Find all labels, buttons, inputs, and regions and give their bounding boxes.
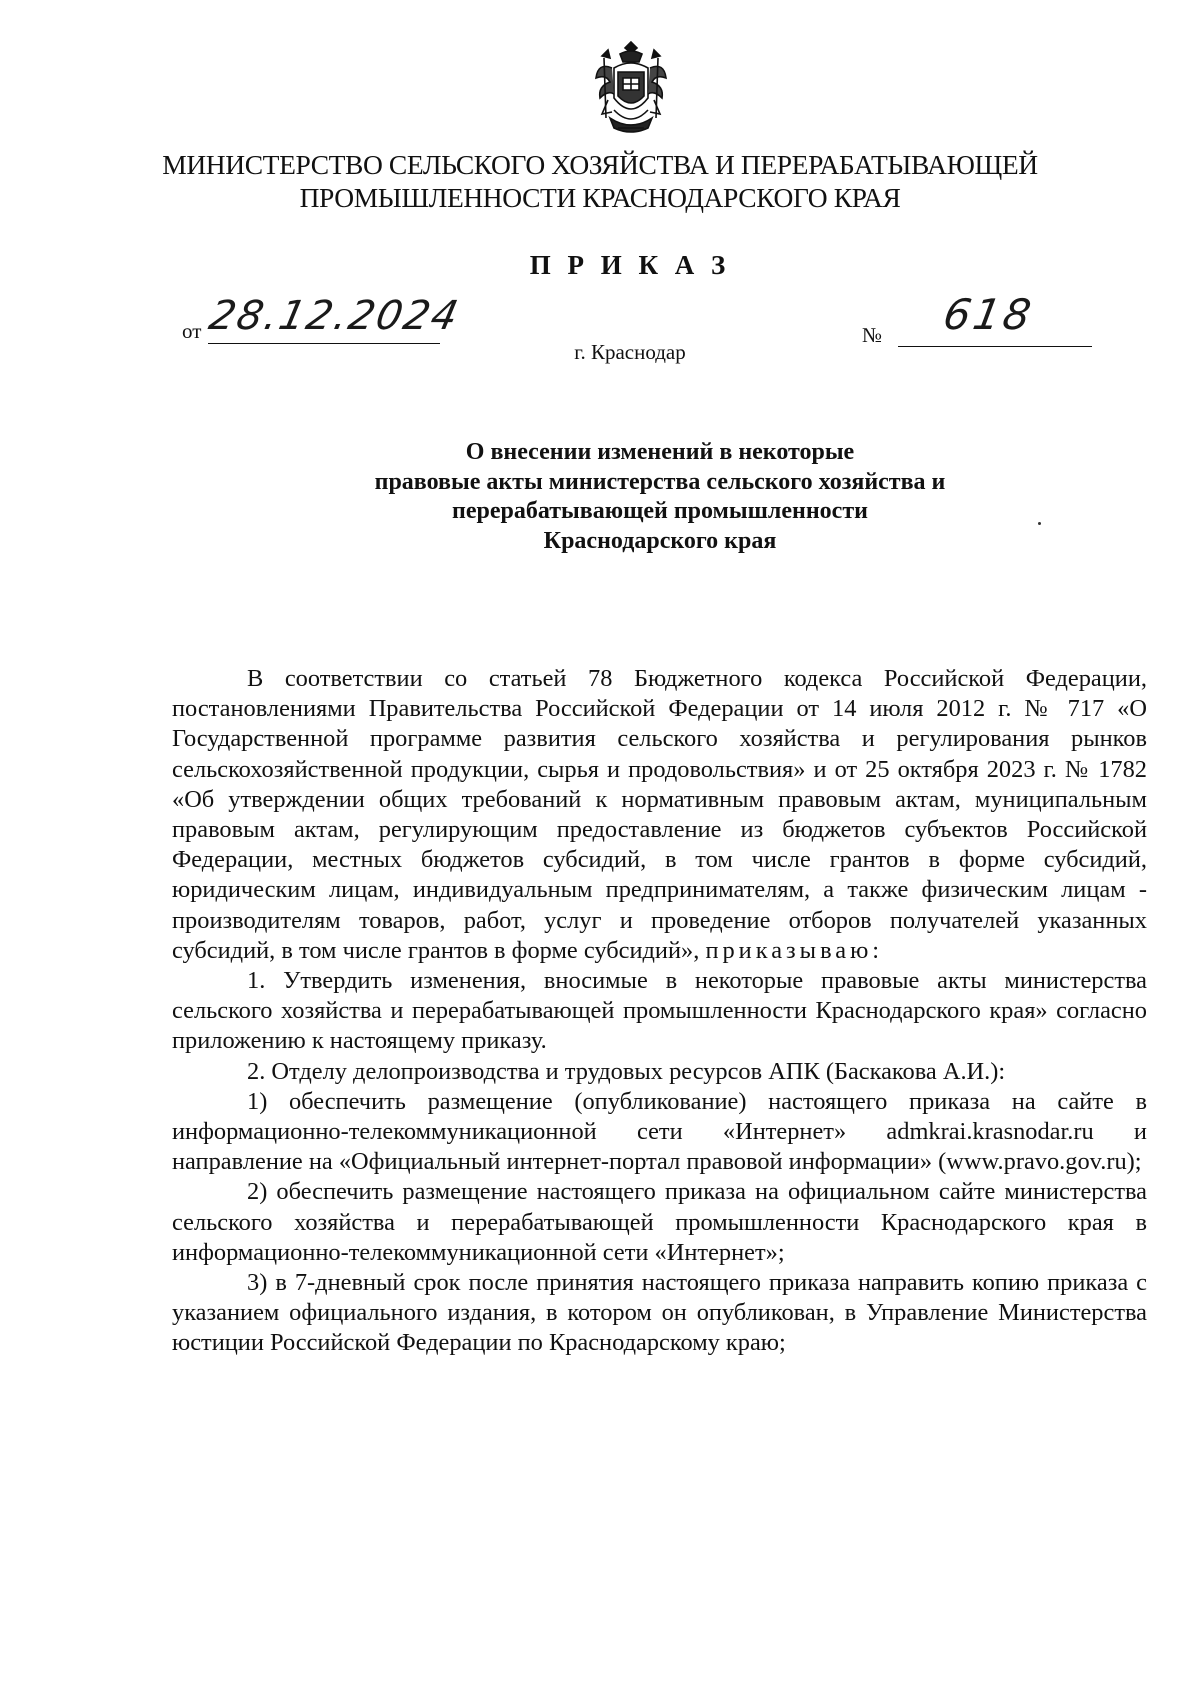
- order-title: П Р И К А З: [529, 250, 731, 280]
- order-subject: [250, 438, 1070, 556]
- subject-line1: О внесении изменений в некоторые: [465, 439, 855, 465]
- item-1-paragraph: 1. Утвердить изменения, вносимые в некоторые правовые акты министерства сельского хозяйства и перерабатывающей промышленности Краснодарского края» согласно приложению к настоящему приказу.: [172, 967, 1147, 1055]
- order-body: [172, 664, 1147, 1359]
- subject-line2: правовые акты министерства сельского хозяйства и: [374, 468, 946, 495]
- preamble-paragraph: [172, 664, 1147, 966]
- date-handwritten: 28.12.2024: [205, 293, 464, 339]
- ministry-name-line2: ПРОМЫШЛЕННОСТИ КРАСНОДАРСКОГО КРАЯ: [299, 182, 901, 213]
- ministry-name-line1: МИНИСТЕРСТВО СЕЛЬСКОГО ХОЗЯЙСТВА И ПЕРЕРАБАТЫВАЮЩЕЙ: [162, 149, 1038, 180]
- item-2-3-paragraph: 3) в 7-дневный срок после принятия настоящего приказа направить копию приказа с указанием официального издания, в котором он опубликован, в Управление Министерства юстиции Российской Федерации по Краснодарскому краю;: [172, 1269, 1147, 1357]
- city: г. Краснодар: [574, 340, 686, 364]
- preamble-text: В соответствии со статьей 78 Бюджетного кодекса Российской Федерации, постановлениями Правительства Российской Федерации от 14 июля 2012 г. № 717 «О Государственной программе развития сельского хозяйства и регулирования рынков сельскохозяйственной продукции, сырья и продовольствия» и от 25 октября 2023 г. № 1782 «Об утверждении общих требований к нормативным правовым актам, муниципальным правовым актам, регулирующим предоставление из бюджетов субъектов Российской Федерации, местных бюджетов субсидий, в том числе грантов в форме субсидий, юридическим лицам, индивидуальным предпринимателям, а также физическим лицам - производителям товаров, работ, услуг и проведение отборов получателей указанных субсидий, в том числе грантов в форме субсидий»,: [172, 665, 1147, 964]
- item-2-2-paragraph: 2) обеспечить размещение настоящего приказа на официальном сайте министерства сельского хозяйства и перерабатывающей промышленности Краснодарского края в информационно-телекоммуникационной сети «Интернет»;: [172, 1178, 1147, 1266]
- number-prefix: №: [862, 323, 883, 347]
- ministry-name: [120, 148, 1080, 214]
- item-2-paragraph: 2. Отделу делопроизводства и трудовых ресурсов АПК (Баскакова А.И.):: [247, 1057, 1006, 1085]
- item-2-1-paragraph: 1) обеспечить размещение (опубликование) настоящего приказа на сайте в информационно-телекоммуникационной сети «Интернет» admkrai.krasnodar.ru и направление на «Официальный интернет-портал правовой информации» (www.pravo.gov.ru);: [172, 1087, 1147, 1176]
- number-handwritten: 618: [939, 290, 1038, 339]
- subject-line4: Краснодарского края: [543, 527, 777, 554]
- subject-line3: перерабатывающей промышленности: [452, 498, 868, 524]
- krasnodar-coat-of-arms-icon: [590, 38, 672, 138]
- scan-speck: [1038, 522, 1041, 525]
- order-word: приказываю:: [705, 936, 884, 964]
- date-prefix: от: [182, 319, 202, 343]
